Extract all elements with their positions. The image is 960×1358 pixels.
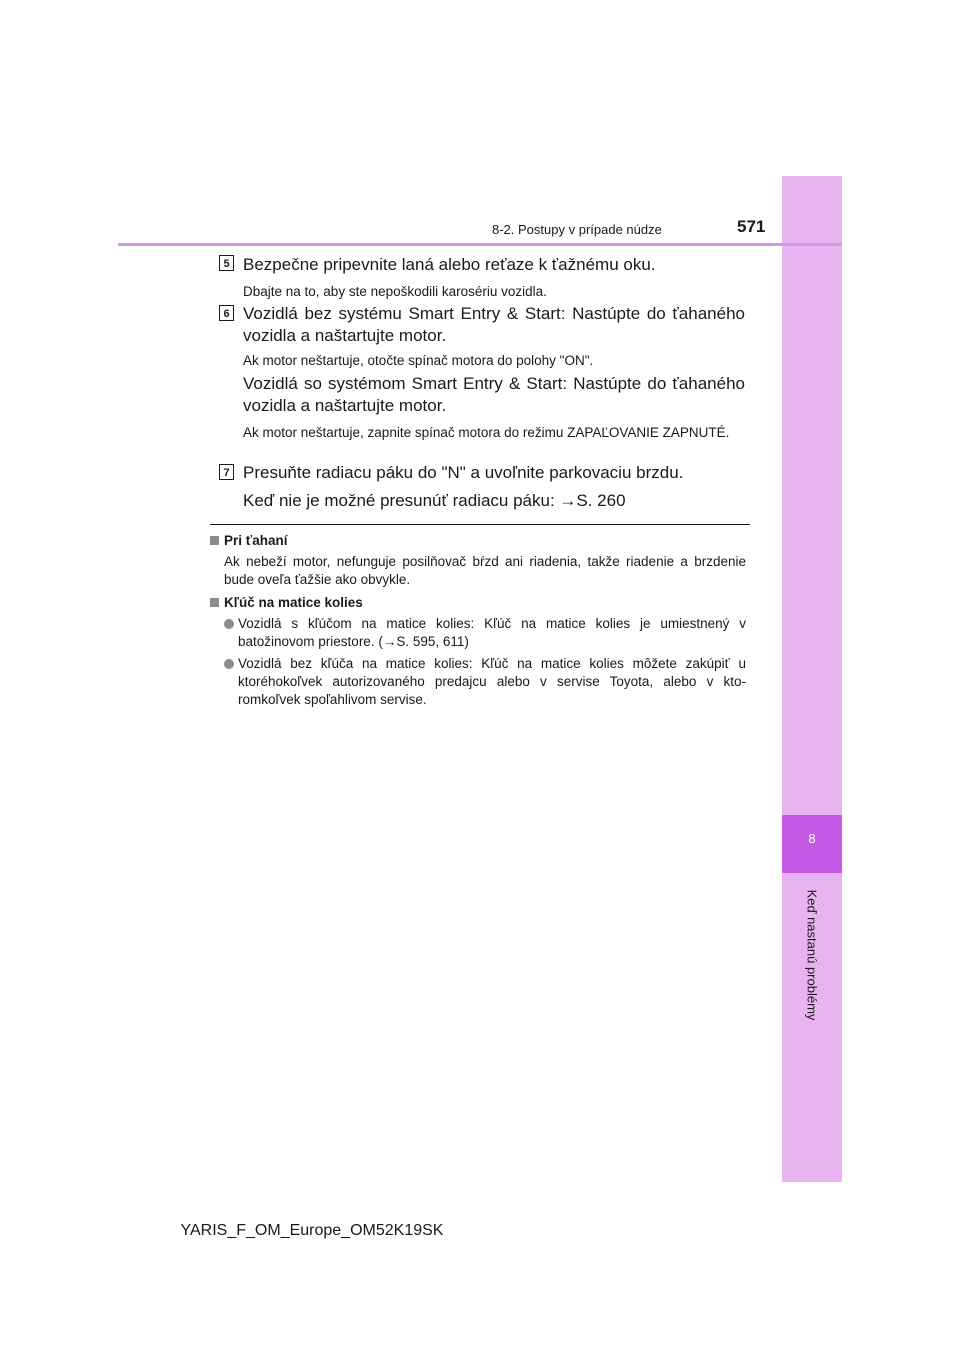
- step-number-7: 7: [219, 464, 234, 480]
- step-7-text: Presuňte radiacu páku do "N" a uvoľnite parkovaciu brzdu.: [243, 463, 684, 482]
- step-6-note: Ak motor neštartuje, otočte spínač motora do polohy "ON".: [243, 353, 594, 368]
- chapter-sidebar: [782, 176, 842, 1182]
- square-bullet-icon: [210, 536, 219, 545]
- step-6-alt-note: Ak motor neštartuje, zapnite spínač motora do režimu ZAPAĽOVANIE ZAPNUTÉ.: [243, 425, 730, 440]
- wrench-heading: Kľúč na matice kolies: [210, 595, 363, 610]
- chapter-title-vertical: Keď nastanú problémy: [804, 889, 820, 1021]
- step-5-note: Dbajte na to, aby ste nepoškodili karosériu vozidla.: [243, 284, 547, 299]
- footer-document-id: YARIS_F_OM_Europe_OM52K19SK: [180, 1222, 444, 1239]
- wrench-bullet-2: Vozidlá bez kľúča na matice kolies: Kľúč na matice kolies môžete zakúpiť u ktoréhokoľvek autorizovaného predajcu alebo v servise Toyota, alebo v kto-romkoľvek spoľahlivom servise.: [238, 656, 746, 707]
- step-number-6: 6: [219, 305, 234, 321]
- towing-heading: Pri ťahaní: [210, 533, 288, 548]
- step-6-alt-text: Vozidlá so systémom Smart Entry & Start: Nastúpte do ťahaného vozidla a naštartujte motor.: [243, 374, 745, 415]
- chapter-number-tab[interactable]: 8: [782, 815, 842, 873]
- header-section-title: 8-2. Postupy v prípade núdze: [492, 222, 662, 237]
- header-divider: [118, 243, 842, 246]
- step-5-text: Bezpečne pripevnite laná alebo reťaze k ťažnému oku.: [243, 255, 656, 274]
- section-divider: [210, 524, 750, 525]
- page-number: 571: [737, 217, 766, 236]
- step-7-note: Keď nie je možné presunúť radiacu páku: →S. 260: [243, 491, 626, 510]
- circle-bullet-icon: [224, 659, 234, 669]
- wrench-bullet-1: Vozidlá s kľúčom na matice kolies: Kľúč na matice kolies je umiestnený v batožinovom priestore. (→S. 595, 611): [238, 616, 746, 649]
- step-6-text: Vozidlá bez systému Smart Entry & Start: Nastúpte do ťahaného vozidla a naštartujte motor.: [243, 304, 745, 345]
- step-number-5: 5: [219, 255, 234, 271]
- square-bullet-icon: [210, 598, 219, 607]
- towing-text: Ak nebeží motor, nefunguje posilňovač bŕzd ani riadenia, takže riadenie a brzdenie bude oveľa ťažšie ako obvykle.: [224, 554, 746, 587]
- circle-bullet-icon: [224, 619, 234, 629]
